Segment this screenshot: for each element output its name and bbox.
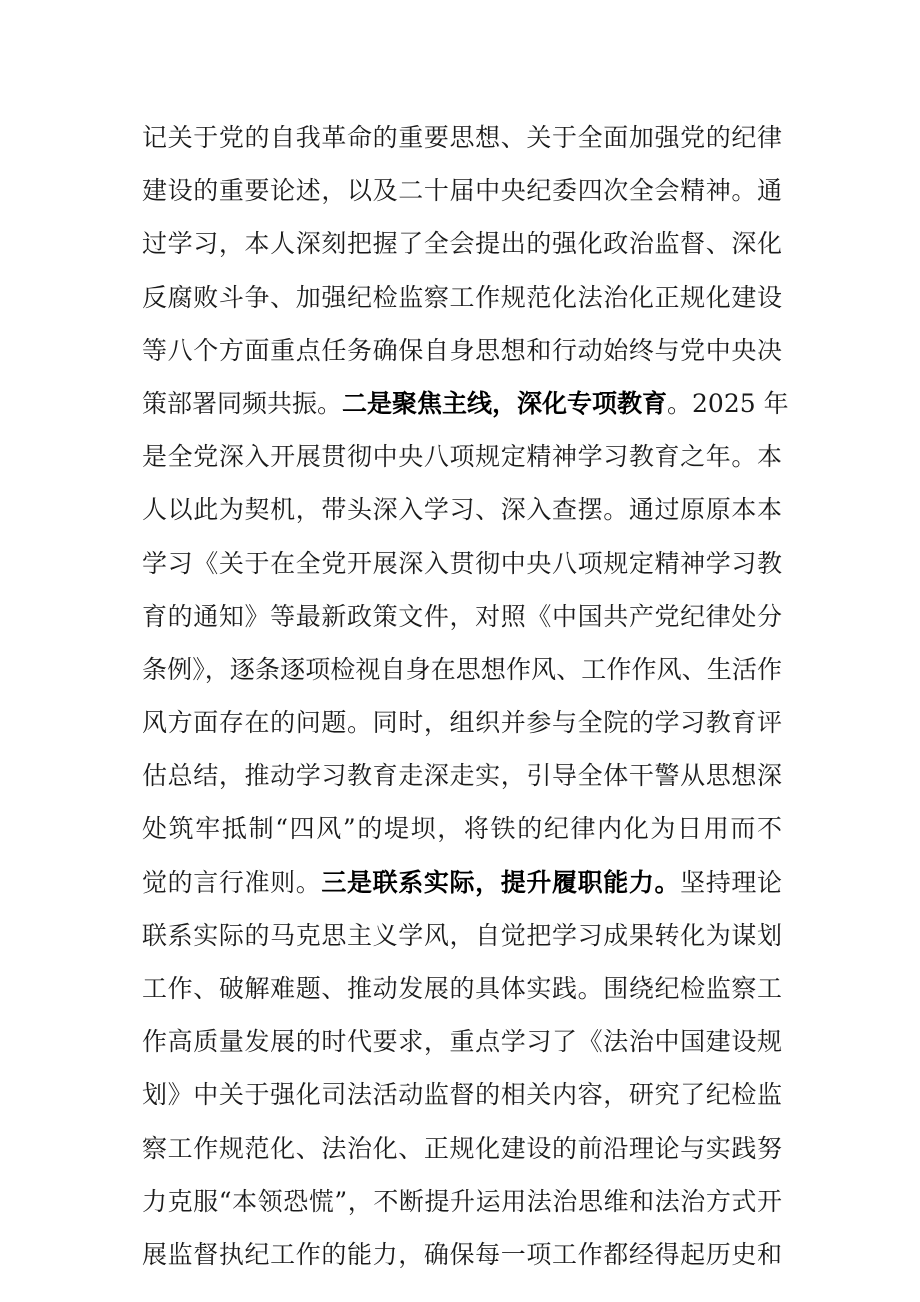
text-line xyxy=(142,164,782,217)
text-segment: 过学习，本人深刻把握了全会提出的强化政治监督、深化 xyxy=(142,229,782,259)
bold-heading: 三是联系实际，提升履职能力。 xyxy=(321,867,681,897)
text-segment: 处筑牢抵制“四风”的堤坝，将铁的纪律内化为日用而不 xyxy=(142,814,782,844)
text-segment: 作高质量发展的时代要求，重点学习了《法治中国建设规 xyxy=(142,1027,782,1057)
text-segment: 联系实际的马克思主义学风，自觉把学习成果转化为谋划 xyxy=(142,920,782,950)
text-segment: 建设的重要论述，以及二十届中央纪委四次全会精神。通 xyxy=(142,176,782,206)
text-segment: 等八个方面重点任务确保自身思想和行动始终与党中央决 xyxy=(142,335,782,365)
text-segment: 是全党深入开展贯彻中央八项规定精神学习教育之年。本 xyxy=(142,442,782,472)
text-segment: 策部署同频共振。 xyxy=(142,388,343,418)
text-segment: 察工作规范化、法治化、正规化建设的前沿理论与实践努 xyxy=(142,1133,782,1163)
text-segment: 觉的言行准则。 xyxy=(142,867,322,897)
text-line xyxy=(142,1122,782,1175)
text-segment: 人以此为契机，带头深入学习、深入查摆。通过原原本本 xyxy=(142,495,782,525)
text-segment: 反腐败斗争、加强纪检监察工作规范化法治化正规化建设 xyxy=(142,282,782,312)
text-segment: 估总结，推动学习教育走深走实，引导全体干警从思想深 xyxy=(142,761,782,791)
text-segment: 条例》，逐条逐项检视自身在思想作风、工作作风、生活作 xyxy=(142,654,782,684)
text-line xyxy=(142,802,782,855)
bold-heading: 二是聚焦主线，深化专项教育 xyxy=(342,388,668,418)
text-line xyxy=(142,537,782,590)
text-line xyxy=(142,962,782,1015)
text-line xyxy=(142,1228,782,1281)
text-segment: 工作、破解难题、推动发展的具体实践。围绕纪检监察工 xyxy=(142,974,782,1003)
text-segment: 。2025 年 xyxy=(667,388,789,418)
text-segment: 记关于党的自我革命的重要思想、关于全面加强党的纪律 xyxy=(142,123,782,152)
text-line xyxy=(142,643,782,696)
text-line xyxy=(142,483,782,536)
text-line xyxy=(142,1175,782,1228)
text-segment: 育的通知》等最新政策文件，对照《中国共产党纪律处分 xyxy=(142,601,782,631)
text-line xyxy=(142,217,782,270)
text-segment: 划》中关于强化司法活动监督的相关内容，研究了纪检监 xyxy=(142,1080,782,1110)
text-segment: 学习《关于在全党开展深入贯彻中央八项规定精神学习教 xyxy=(142,548,782,578)
text-line xyxy=(142,749,782,802)
text-segment: 坚持理论 xyxy=(680,867,782,897)
text-segment: 展监督执纪工作的能力，确保每一项工作都经得起历史和 xyxy=(142,1239,782,1269)
text-line xyxy=(142,590,782,643)
text-line xyxy=(142,377,789,430)
text-line xyxy=(142,1068,782,1121)
text-line xyxy=(142,430,782,483)
text-line xyxy=(142,324,782,377)
text-line xyxy=(142,111,782,164)
text-line xyxy=(142,1015,782,1068)
text-line xyxy=(142,696,782,749)
body-text xyxy=(142,111,789,1281)
text-segment: 风方面存在的问题。同时，组织并参与全院的学习教育评 xyxy=(142,708,782,738)
text-line xyxy=(142,271,782,324)
text-line xyxy=(142,909,782,962)
text-segment: 力克服“本领恐慌”，不断提升运用法治思维和法治方式开 xyxy=(142,1186,782,1216)
text-line xyxy=(142,856,782,909)
